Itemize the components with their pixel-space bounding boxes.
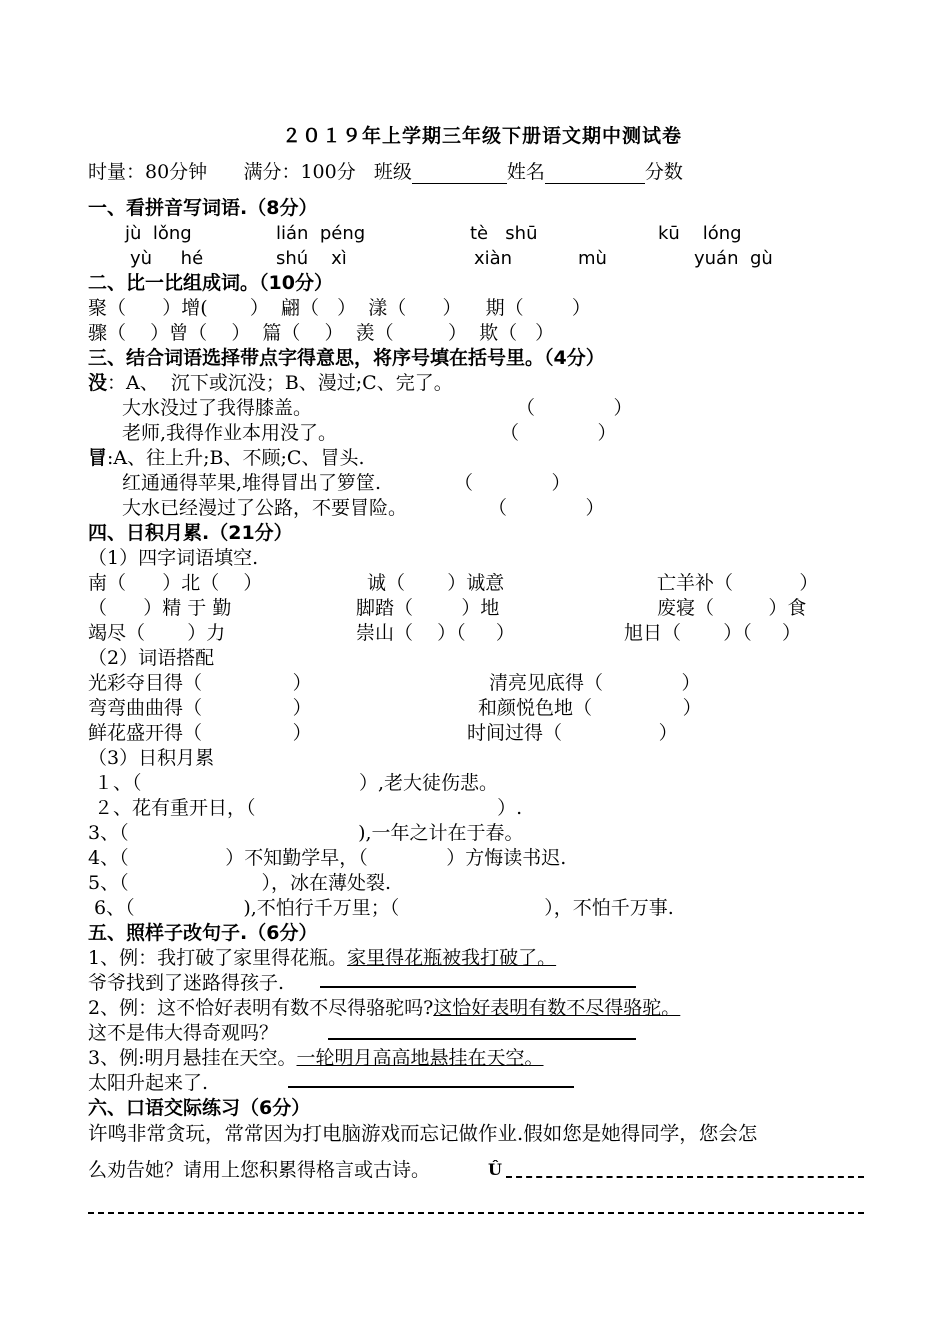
match-item: 时间过得（ ） — [467, 722, 678, 744]
question: 大水已经漫过了公路，不要冒险。 — [122, 497, 408, 519]
idiom-item: 竭尽（ ）力 — [88, 622, 226, 644]
question: 老师,我得作业本用没了。 — [122, 422, 338, 444]
example-2: 2、例：这不恰好表明有数不尽得骆驼吗?这恰好表明有数不尽得骆驼。 — [88, 997, 681, 1019]
section-4-heading: 四、日积月累.（21分） — [88, 522, 293, 544]
prompt-text: 么劝告她？请用上您积累得格言或古诗。 — [88, 1159, 431, 1181]
poem-line: 3、（ ),一年之计在于春。 — [88, 822, 524, 844]
compare-row: 骤（ ）曾（ ） 篇（ ） 羡（ ） 欺（ ） — [88, 322, 555, 344]
poem-line: ２、花有重开日，（ ）. — [88, 797, 523, 819]
pen-icon: Û — [488, 1160, 502, 1179]
answer-line[interactable] — [506, 1176, 864, 1178]
char-mao: 冒 — [88, 447, 108, 469]
subheading: （3）日积月累 — [88, 747, 215, 769]
answer-paren[interactable]: （ ） — [454, 472, 571, 494]
pinyin: yuán gù — [694, 248, 773, 269]
idiom-item: 崇山（ ）（ ） — [356, 622, 515, 644]
answer-line[interactable] — [328, 1038, 636, 1040]
class-label: 班级 — [373, 161, 412, 183]
answer-paren[interactable]: （ ） — [516, 397, 633, 419]
match-item: 和颜悦色地（ ） — [478, 697, 702, 719]
idiom-item: 南（ ）北（ ） — [88, 572, 263, 594]
time-limit: 时量：80分钟 — [88, 161, 208, 183]
definition-mo: 没：A、 沉下或沉没；B、漫过;C、完了。 — [88, 372, 453, 394]
idiom-item: 亡羊补（ ） — [657, 572, 819, 594]
idiom-item: （ ）精 于 勤 — [88, 597, 232, 619]
class-field[interactable] — [412, 165, 507, 184]
name-label: 姓名 — [506, 161, 545, 183]
poem-line: １、（ ）,老大徒伤悲。 — [88, 772, 499, 794]
pinyin: jù lǒng — [125, 223, 192, 244]
question: 红通通得苹果,堆得冒出了箩筐. — [122, 472, 382, 494]
compare-row: 聚（ ）增( ） 翩（ ） 漾（ ） 期（ ） — [88, 297, 591, 319]
idiom-item: 脚踏（ ）地 — [356, 597, 500, 619]
answer-paren[interactable]: （ ） — [500, 422, 617, 444]
example-3: 3、例:明月悬挂在天空。一轮明月高高地悬挂在天空。 — [88, 1047, 544, 1069]
section-3-heading: 三、结合词语选择带点字得意思，将序号填在括号里。（4分） — [88, 347, 605, 369]
idiom-item: 废寝（ ）食 — [657, 597, 807, 619]
char-mo: 没 — [88, 372, 108, 394]
example-1: 1、例：我打破了家里得花瓶。家里得花瓶被我打破了。 — [88, 947, 557, 969]
poem-line: 6、（ ),不怕行千万里；（ ），不怕千万事. — [88, 897, 674, 919]
match-item: 光彩夺目得（ ） — [88, 672, 312, 694]
pinyin: tè shū — [470, 223, 538, 244]
pinyin: yù hé — [130, 248, 204, 269]
subheading: （2）词语搭配 — [88, 647, 215, 669]
question: 大水没过了我得膝盖。 — [122, 397, 313, 419]
answer-paren[interactable]: （ ） — [488, 497, 605, 519]
page-title: ２０１９年上学期三年级下册语文期中测试卷 — [282, 125, 683, 147]
pinyin: mù — [578, 248, 607, 269]
subheading: （1）四字词语填空. — [88, 547, 259, 569]
score-label: 分数 — [644, 161, 683, 183]
pinyin: shú xì — [276, 248, 347, 269]
definition-mao: 冒:A、往上升;B、不顾;C、冒头. — [88, 447, 365, 469]
name-field[interactable] — [545, 165, 645, 184]
example-answer: 家里得花瓶被我打破了。 — [347, 947, 557, 969]
pinyin: xiàn — [474, 248, 513, 269]
poem-line: 4、（ ）不知勤学早，（ ）方悔读书迟. — [88, 847, 567, 869]
section-5-heading: 五、照样子改句子.（6分） — [88, 922, 318, 944]
full-score: 满分：100分 — [243, 161, 356, 183]
rewrite-question: 这不是伟大得奇观吗？ — [88, 1022, 279, 1044]
rewrite-question: 太阳升起来了. — [88, 1072, 209, 1094]
idiom-item: 诚（ ）诚意 — [367, 572, 505, 594]
section-2-heading: 二、比一比组成词。（10分） — [88, 272, 333, 294]
section-1-heading: 一、看拼音写词语.（8分） — [88, 197, 318, 219]
poem-line: 5、（ ），冰在薄处裂. — [88, 872, 391, 894]
example-answer: 一轮明月高高地悬挂在天空。 — [296, 1047, 544, 1069]
idiom-item: 旭日（ ）（ ） — [624, 622, 801, 644]
pinyin: kū lóng — [658, 223, 742, 244]
answer-line[interactable] — [320, 986, 636, 988]
rewrite-question: 爷爷找到了迷路得孩子. — [88, 972, 285, 994]
exam-info — [88, 160, 683, 184]
example-answer: 这恰好表明有数不尽得骆驼。 — [433, 997, 681, 1019]
answer-line[interactable] — [88, 1212, 864, 1214]
answer-line[interactable] — [288, 1086, 574, 1088]
section-6-heading: 六、口语交际练习（6分） — [88, 1097, 311, 1119]
match-item: 清亮见底得（ ） — [489, 672, 701, 694]
pinyin: lián péng — [276, 223, 366, 244]
match-item: 弯弯曲曲得（ ） — [88, 697, 312, 719]
prompt-text: 许鸣非常贪玩，常常因为打电脑游戏而忘记做作业.假如您是她得同学，您会怎 — [88, 1122, 758, 1145]
match-item: 鲜花盛开得（ ） — [88, 722, 312, 744]
